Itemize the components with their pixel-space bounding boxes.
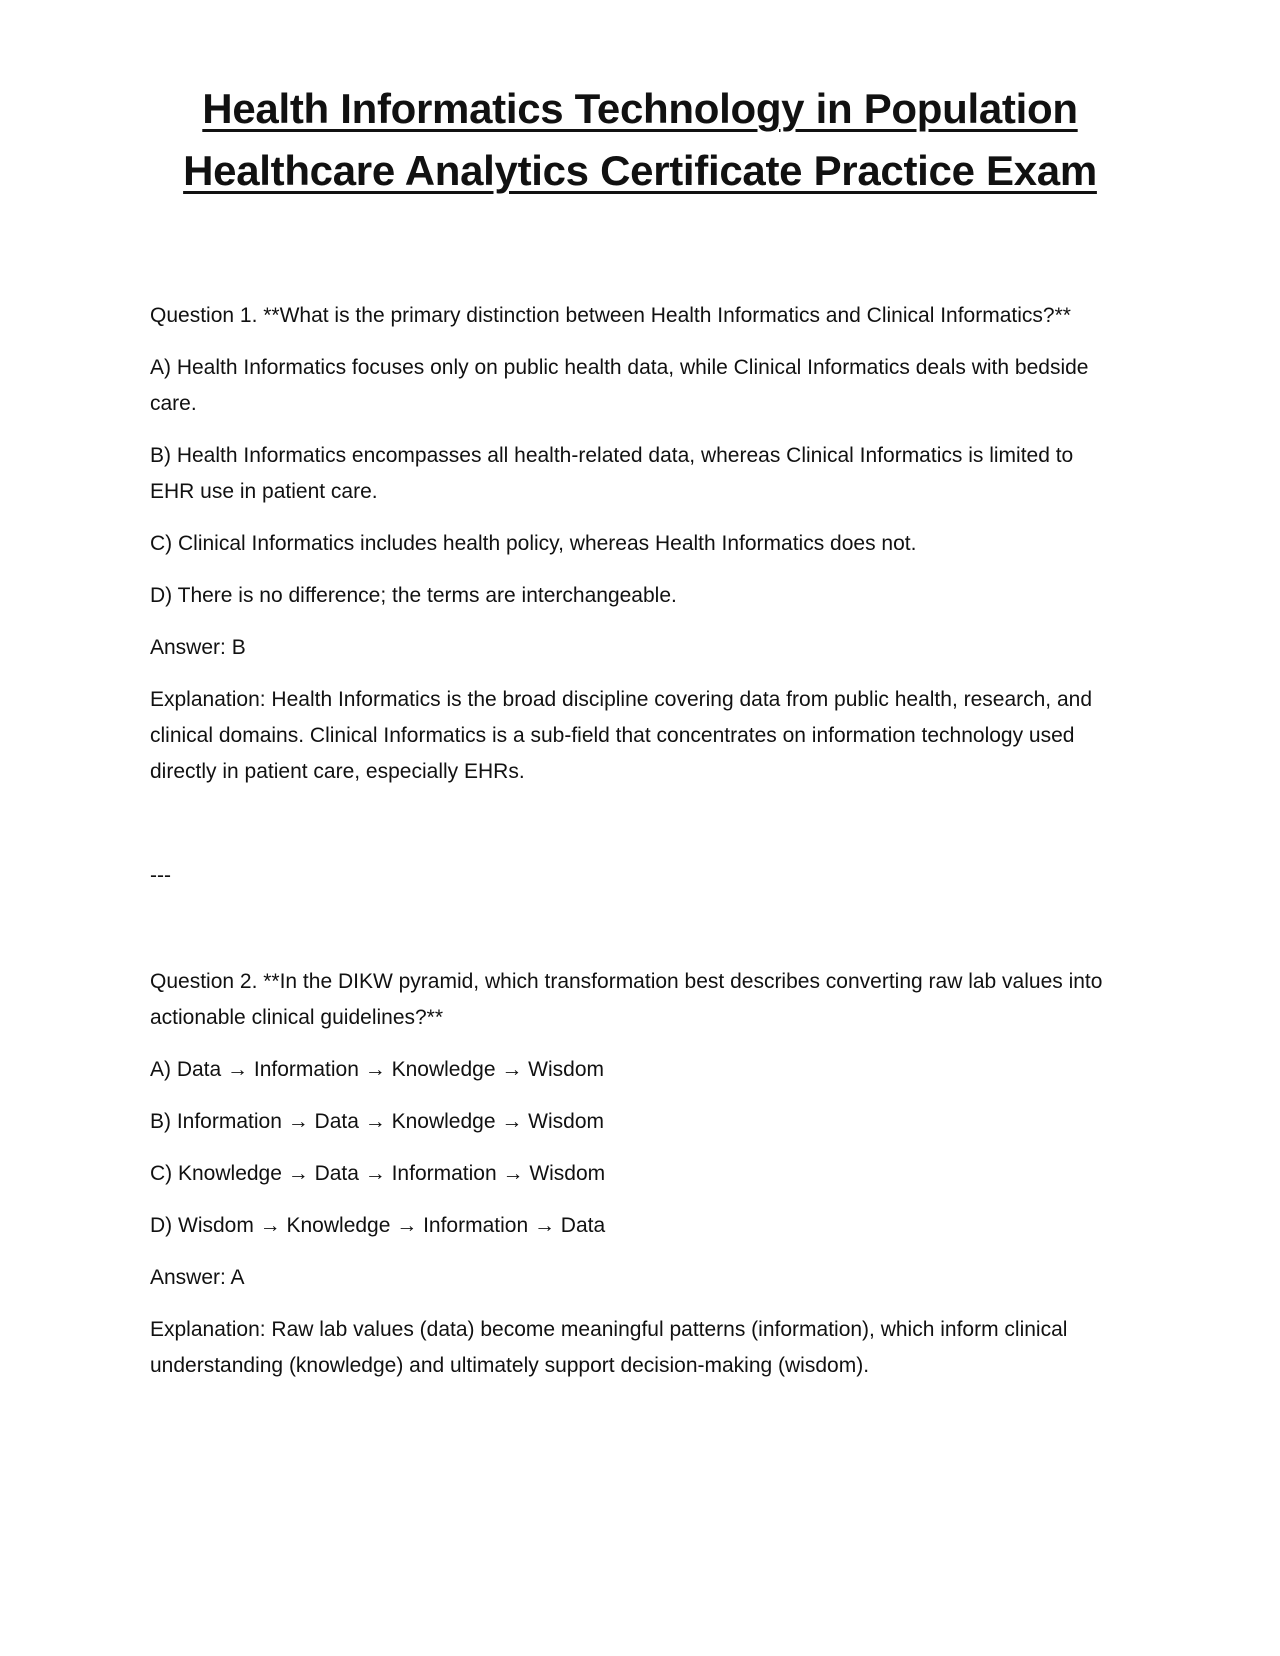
explanation-text: Explanation: Raw lab values (data) become meaningful patterns (information), which inform clinical understanding (knowledge) and ultimately support decision-making (wisdom).	[150, 1318, 1068, 1377]
answer-text: Answer: A	[150, 1266, 245, 1289]
question-block-2	[150, 964, 1110, 1384]
answer-text: Answer: B	[150, 636, 246, 659]
question-text: Question 2. **In the DIKW pyramid, which transformation best describes converting raw lab values into actionable clinical guidelines?**	[150, 970, 1103, 1029]
explanation-text: Explanation: Health Informatics is the broad discipline covering data from public health, research, and clinical domains. Clinical Informatics is a sub-field that concentrates on information technology used directly in patient care, especially EHRs.	[150, 688, 1093, 783]
option-d: D) There is no difference; the terms are interchangeable.	[150, 584, 677, 607]
title-line-1: Health Informatics Technology in Population	[202, 85, 1078, 132]
option-a: A) Health Informatics focuses only on public health data, while Clinical Informatics deals with bedside care.	[150, 356, 1089, 415]
option-d: D) Wisdom → Knowledge → Information → Data	[150, 1214, 606, 1237]
option-b: B) Information → Data → Knowledge → Wisdom	[150, 1110, 605, 1133]
question-block-1	[150, 298, 1110, 790]
option-a: A) Data → Information → Knowledge → Wisdom	[150, 1058, 605, 1081]
document-title	[90, 78, 1190, 202]
document-body	[150, 298, 1110, 1400]
option-b: B) Health Informatics encompasses all health-related data, whereas Clinical Informatics is limited to EHR use in patient care.	[150, 444, 1074, 503]
question-text: Question 1. **What is the primary distinction between Health Informatics and Clinical Informatics?**	[150, 304, 1071, 327]
option-c: C) Knowledge → Data → Information → Wisdom	[150, 1162, 606, 1185]
option-c: C) Clinical Informatics includes health policy, whereas Health Informatics does not.	[150, 532, 917, 555]
section-separator: ---	[150, 864, 171, 887]
title-line-2: Healthcare Analytics Certificate Practice Exam	[183, 147, 1097, 194]
